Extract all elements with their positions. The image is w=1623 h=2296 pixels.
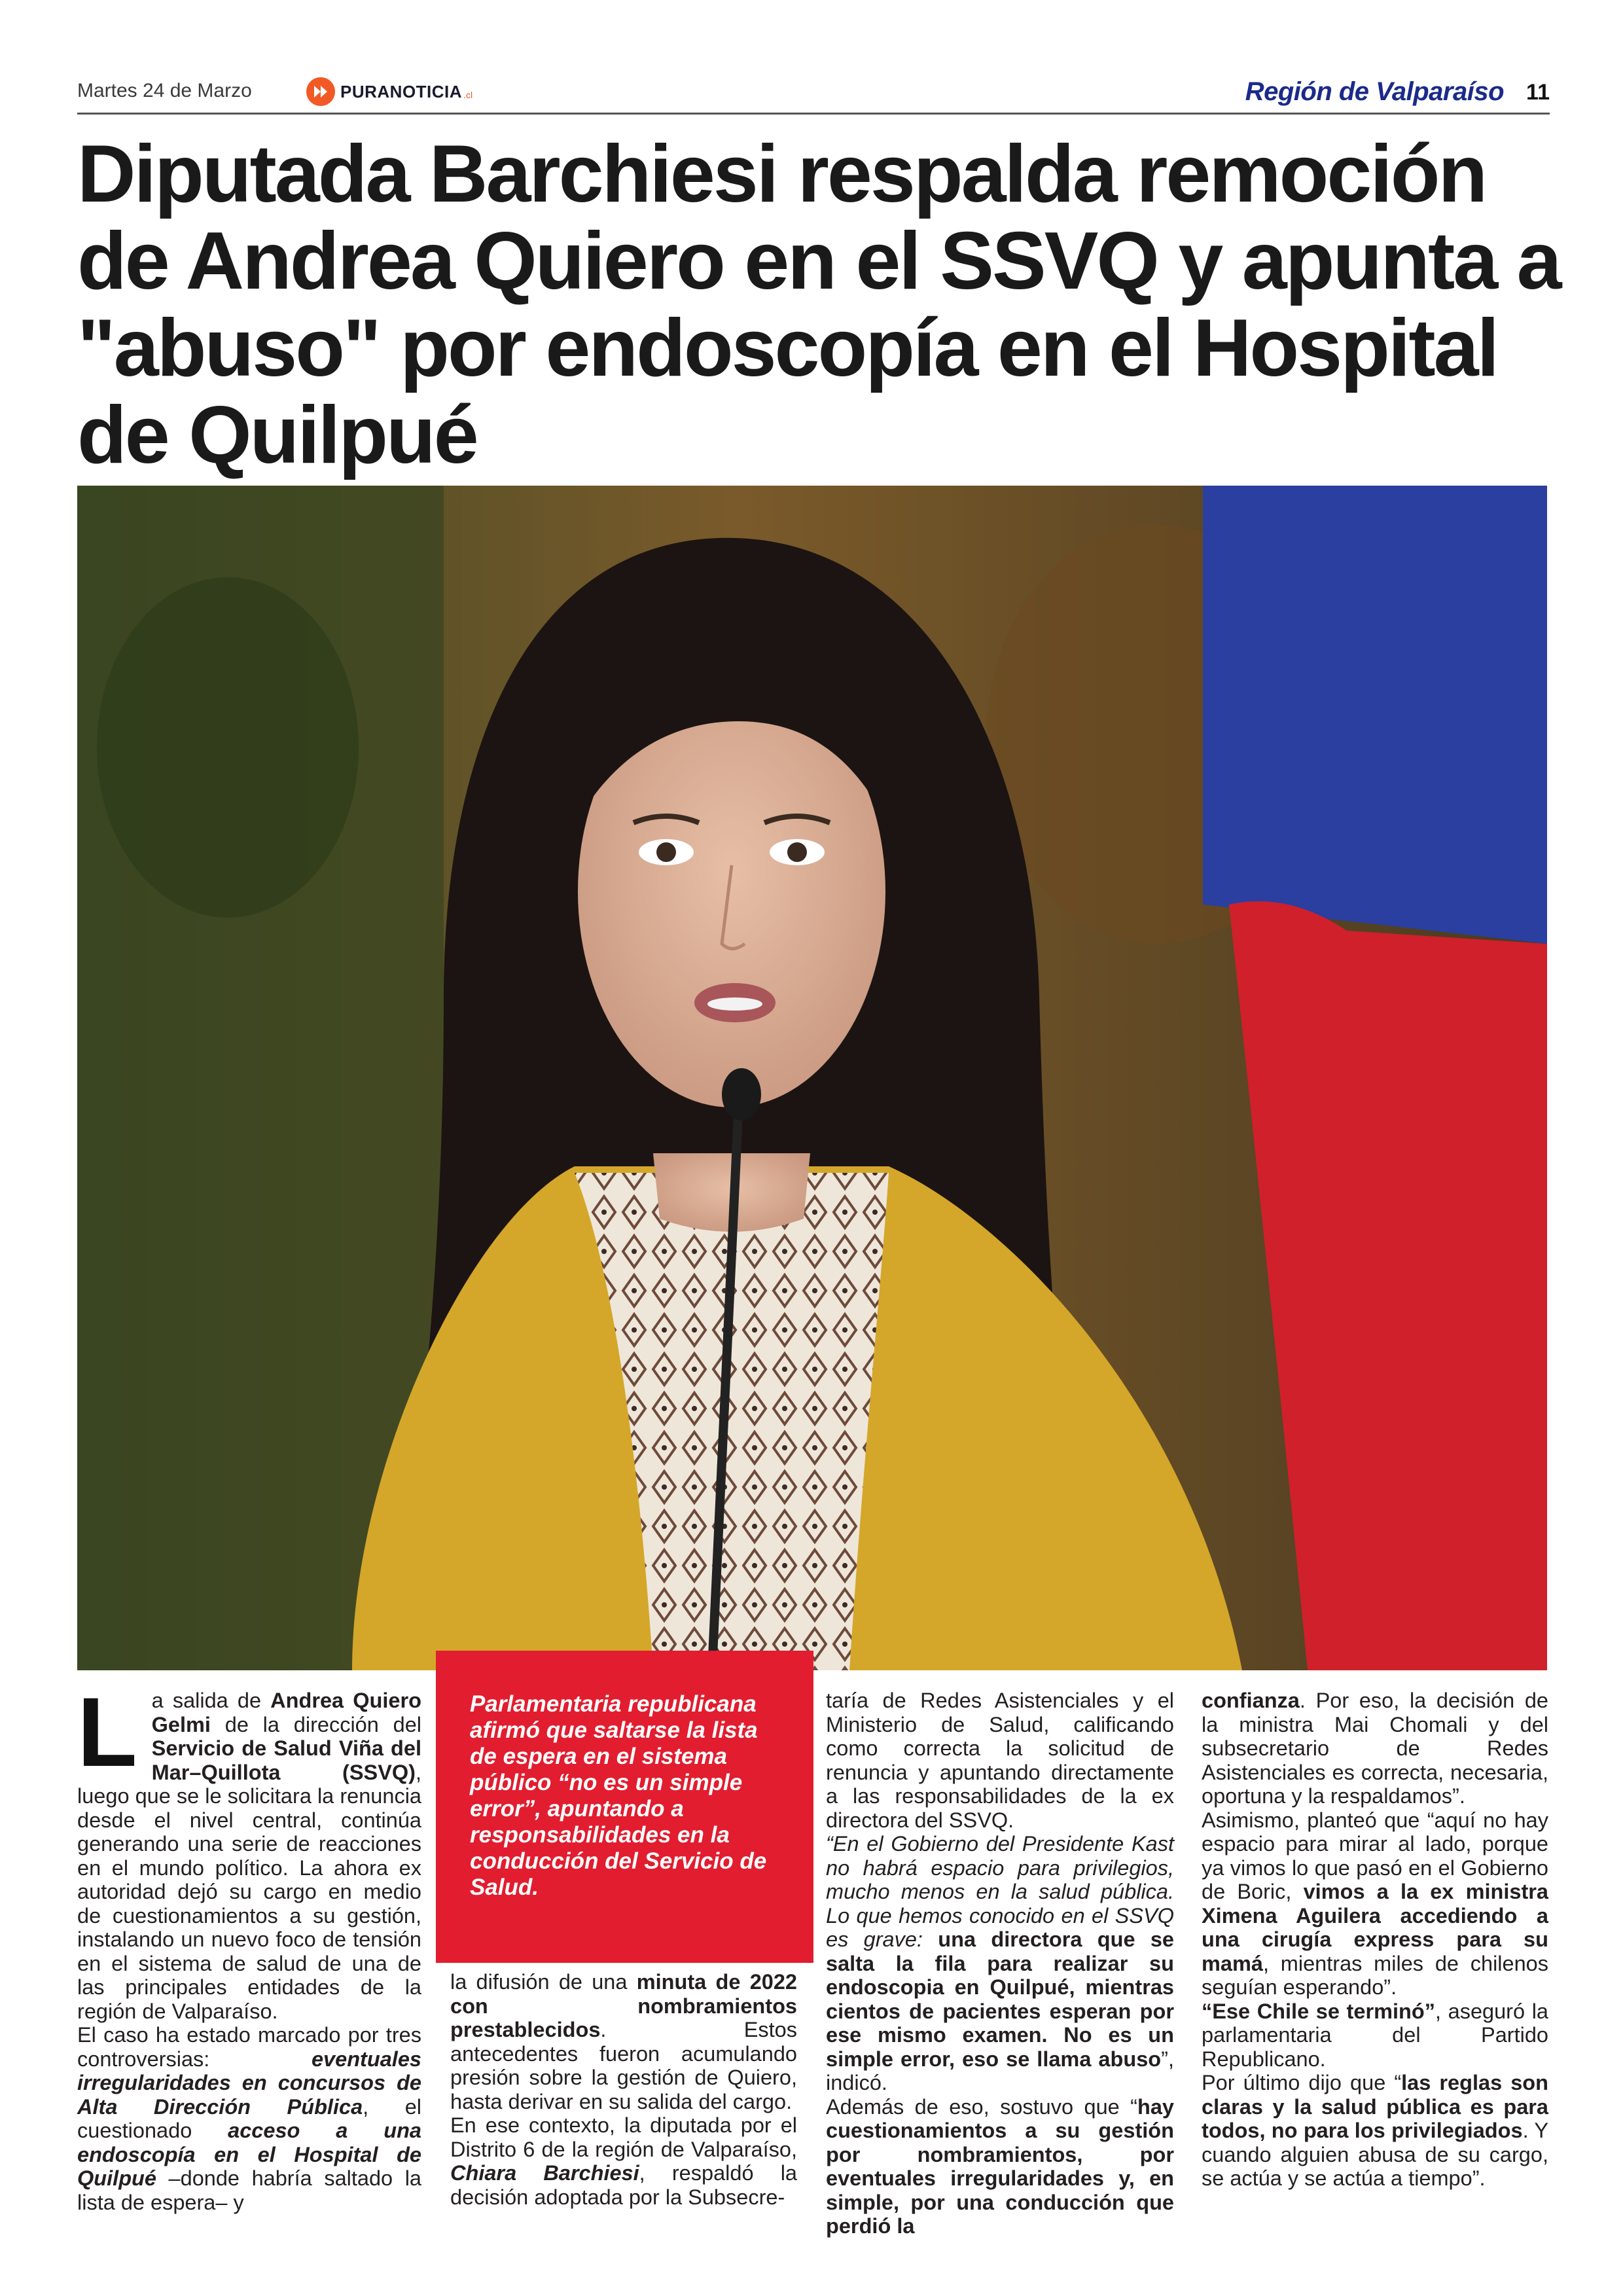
- text-run: . Por eso, la decisión de la ministra Mai Chomali y del subsecretario de Redes Asistenciales es correcta, necesaria, oportuna y la respaldamos”.: [1202, 1689, 1548, 1808]
- text-run: Asimismo, planteó que “aquí no hay espacio para mirar al lado, porque ya vimos lo que pasó en el Gobierno de Boric,: [1202, 1808, 1548, 1903]
- text-run: Chiara Barchiesi: [450, 2161, 639, 2185]
- page-number: 11: [1526, 80, 1550, 105]
- text-run: confianza: [1202, 1689, 1300, 1712]
- text-run: las reglas son claras y la salud pública es para todos, no para los privilegiados: [1202, 2071, 1548, 2142]
- puranoticia-logo: [306, 77, 473, 106]
- text-run: Servicio de Salud Viña del Mar–Quillota (SSVQ): [151, 1736, 421, 1784]
- text-run: . Y cuando alguien abusa de su cargo, se actúa y se actúa a tiempo”.: [1202, 2119, 1549, 2190]
- paragraph: [450, 1970, 797, 2113]
- section-title: Región de Valparaíso: [1245, 77, 1504, 106]
- text-run: vimos a la ex ministra Ximena Aguilera accediendo a una cirugía express para su mamá: [1202, 1880, 1548, 1975]
- text-run: En ese contexto, la diputada por el Distrito 6 de la región de Valparaíso,: [450, 2113, 797, 2161]
- text-run: ”, indicó.: [826, 2047, 1174, 2094]
- text-run: , luego que se le solicitara la renuncia desde el nivel central, continúa generando una serie de reacciones en el mundo político. La ahora ex autoridad dejó su cargo en medio de cuestionamientos a su gestión, instalando un nuevo foco de tensión en el sistema de salud de una de las principales entidades de la región de Valparaíso.: [77, 1760, 421, 2023]
- paragraph: [1202, 1808, 1548, 2000]
- text-run: , respaldó la decisión adoptada por la Subsecre-: [450, 2161, 797, 2209]
- paragraph: [1202, 1689, 1548, 1808]
- text-run: –donde habría saltado la lista de espera– y: [77, 2166, 421, 2214]
- pull-quote-box: Parlamentaria republicana afirmó que saltarse la lista de espera en el sistema público “no es un simple error”, apuntando a responsabilidades en la conducción del Servicio de Salud.: [436, 1651, 813, 1963]
- text-run: la difusión de una: [450, 1970, 637, 1994]
- text-run: acceso a una endoscopía en el Hospital de Quilpué: [77, 2119, 421, 2190]
- text-run: hay cuestionamientos a su gestión por nombramientos, por eventuales irregularidades y, en simple, por una conducción que perdió la: [826, 2094, 1174, 2238]
- paragraph: [450, 2113, 797, 2209]
- text-run: Por último dijo que “: [1202, 2071, 1402, 2094]
- paragraph: [77, 1677, 421, 2023]
- text-run: eventuales irregularidades en concursos de Alta Dirección Pública: [77, 2047, 421, 2119]
- text-run: , el cuestionado: [77, 2094, 422, 2142]
- article-column-4: [1202, 1689, 1548, 2191]
- article-column-1: [77, 1677, 422, 2214]
- drop-cap: L: [77, 1677, 137, 1787]
- article-column-2: [450, 1970, 797, 2209]
- play-arrows-icon: [306, 77, 335, 106]
- paragraph: [1202, 2071, 1548, 2191]
- text-run: Además de eso, sostuvo que “: [826, 2094, 1137, 2119]
- text-run: , mientras miles de chilenos seguían esperando”.: [1202, 1951, 1548, 1999]
- article-column-3: [826, 1689, 1174, 2238]
- page-header: [77, 77, 1550, 114]
- header-rule: [77, 113, 1550, 115]
- article-photo: [77, 486, 1547, 1670]
- paragraph: taría de Redes Asistenciales y el Ministerio de Salud, calificando como correcta la solicitud de renuncia y apuntando directamente a las responsabilidades de la ex directora del SSVQ.: [826, 1689, 1174, 1832]
- paragraph: [77, 2023, 421, 2214]
- logo-tld: .cl: [463, 90, 473, 100]
- text-run: , aseguró la parlamentaria del Partido Republicano.: [1202, 1999, 1548, 2071]
- paragraph: [1202, 2000, 1548, 2072]
- text-run: Andrea Quiero Gelmi: [151, 1689, 421, 1736]
- text-run: una directora que se salta la fila para realizar su endoscopia en Quilpué, mientras cientos de pacientes esperan por ese mismo examen. No es un simple error, eso se llama abuso: [826, 1928, 1174, 2071]
- text-run: minuta de 2022 con nombramientos prestablecidos: [450, 1970, 797, 2041]
- text-run: “En el Gobierno del Presidente Kast no habrá espacio para privilegios, mucho menos en la salud pública. Lo que hemos conocido en el SSVQ es grave:: [826, 1832, 1174, 1951]
- text-run: a salida de: [151, 1689, 271, 1712]
- paragraph: [826, 1832, 1174, 2095]
- text-run: de la dirección del: [210, 1712, 421, 1736]
- issue-date: Martes 24 de Marzo: [77, 80, 252, 101]
- headline: Diputada Barchiesi respalda remoción de Andrea Quiero en el SSVQ y apunta a "abuso" por endoscopía en el Hospital de Quilpué: [77, 129, 1560, 480]
- paragraph: [826, 2095, 1174, 2238]
- text-run: El caso ha estado marcado por tres controversias:: [77, 2023, 421, 2071]
- logo-text: PURANOTICIA: [340, 81, 463, 101]
- text-run: “Ese Chile se terminó”: [1202, 1999, 1435, 2023]
- text-run: . Estos antecedentes fueron acumulando presión sobre la gestión de Quiero, hasta derivar en su salida del cargo.: [450, 2018, 797, 2113]
